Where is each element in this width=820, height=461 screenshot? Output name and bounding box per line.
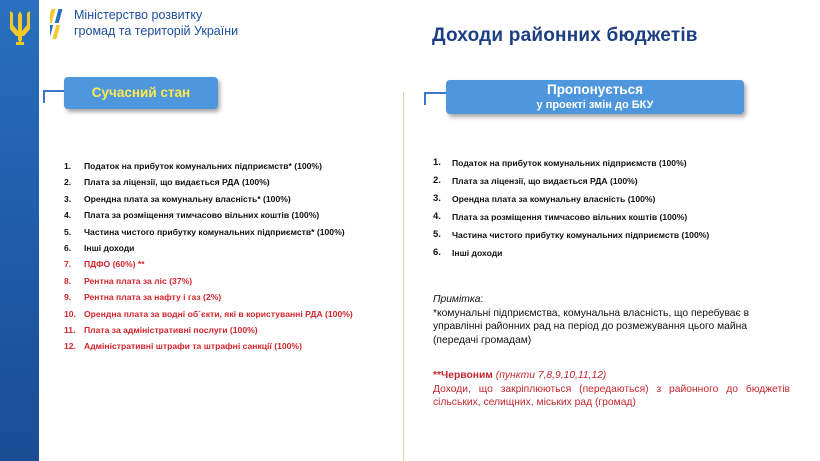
list-item-red: 7. ПДФО (60%) ** bbox=[64, 259, 145, 270]
footnote-colon: : bbox=[480, 294, 484, 305]
list-item-red: 8. Рентна плата за ліс (37%) bbox=[64, 275, 193, 286]
ministry-name-line2: громад та територій України bbox=[74, 24, 239, 38]
list-item: 2. Плата за ліцензії, що видається РДА (100%) bbox=[64, 177, 270, 188]
ministry-mark-icon bbox=[50, 7, 68, 43]
sidebar-strip bbox=[0, 0, 39, 461]
red-note-text: Доходи, що закріплюються (передаються) з районного до бюджетів сільських, селищних, міських рад (громад) bbox=[433, 383, 790, 408]
list-item-red: 9. Рентна плата за нафту і газ (2%) bbox=[64, 292, 222, 303]
list-item-red: 12. Адміністративні штрафи та штрафні санкції (100%) bbox=[64, 341, 302, 352]
list-item: 6. Інші доходи bbox=[433, 247, 503, 258]
proposed-label: Пропонується bbox=[546, 82, 643, 97]
corner-bracket-right bbox=[424, 92, 448, 105]
list-item: 4. Плата за розміщення тимчасово вільних коштів (100%) bbox=[64, 210, 320, 221]
list-item: 6. Інші доходи bbox=[64, 242, 135, 253]
proposed-sublabel: у проекті змін до БКУ bbox=[536, 99, 654, 111]
red-note-bold: Червоним bbox=[441, 370, 493, 381]
list-item: 5. Частина чистого прибутку комунальних підприємств (100%) bbox=[433, 229, 710, 240]
corner-bracket-left bbox=[43, 90, 66, 103]
current-state-label: Сучасний стан bbox=[91, 85, 191, 100]
red-note bbox=[433, 369, 790, 410]
list-item-red: 10. Орендна плата за водні об`єкти, які в користуванні РДА (100%) bbox=[64, 308, 353, 319]
page-title: Доходи районних бюджетів bbox=[432, 25, 698, 46]
red-note-items: (пункти 7,8,9,10,11,12) bbox=[492, 370, 607, 381]
trident-icon bbox=[7, 9, 33, 47]
footnote-text: *комунальні підприємства, комунальна власність, що перебуває в управлінні районних рад на період до розмежування цього майна (передачі громадам) bbox=[433, 307, 750, 346]
list-item: 4. Плата за розміщення тимчасово вільних коштів (100%) bbox=[433, 211, 688, 222]
ministry-name-line1: Міністерство розвитку bbox=[74, 8, 203, 22]
proposed-badge bbox=[446, 80, 744, 114]
footnote bbox=[433, 293, 788, 347]
list-item: 1. Податок на прибуток комунальних підприємств (100%) bbox=[433, 157, 687, 168]
list-item: 3. Орендна плата за комунальну власність (100%) bbox=[433, 193, 656, 204]
proposed-revenue-list bbox=[433, 154, 709, 262]
ministry-logo bbox=[50, 7, 250, 43]
list-item: 5. Частина чистого прибутку комунальних підприємств* (100%) bbox=[64, 226, 345, 237]
list-item: 2. Плата за ліцензії, що видається РДА (100%) bbox=[433, 175, 638, 186]
column-divider bbox=[403, 92, 404, 461]
red-note-stars: ** bbox=[433, 370, 442, 381]
current-state-badge bbox=[64, 77, 218, 109]
list-item-red: 11. Плата за адміністративні послуги (100%) bbox=[64, 324, 258, 335]
list-item: 1. Податок на прибуток комунальних підприємств* (100%) bbox=[64, 161, 322, 171]
footnote-label: Примітка bbox=[433, 294, 481, 305]
current-revenue-list bbox=[64, 158, 353, 355]
list-item: 3. Орендна плата за комунальну власність* (100%) bbox=[64, 193, 291, 204]
